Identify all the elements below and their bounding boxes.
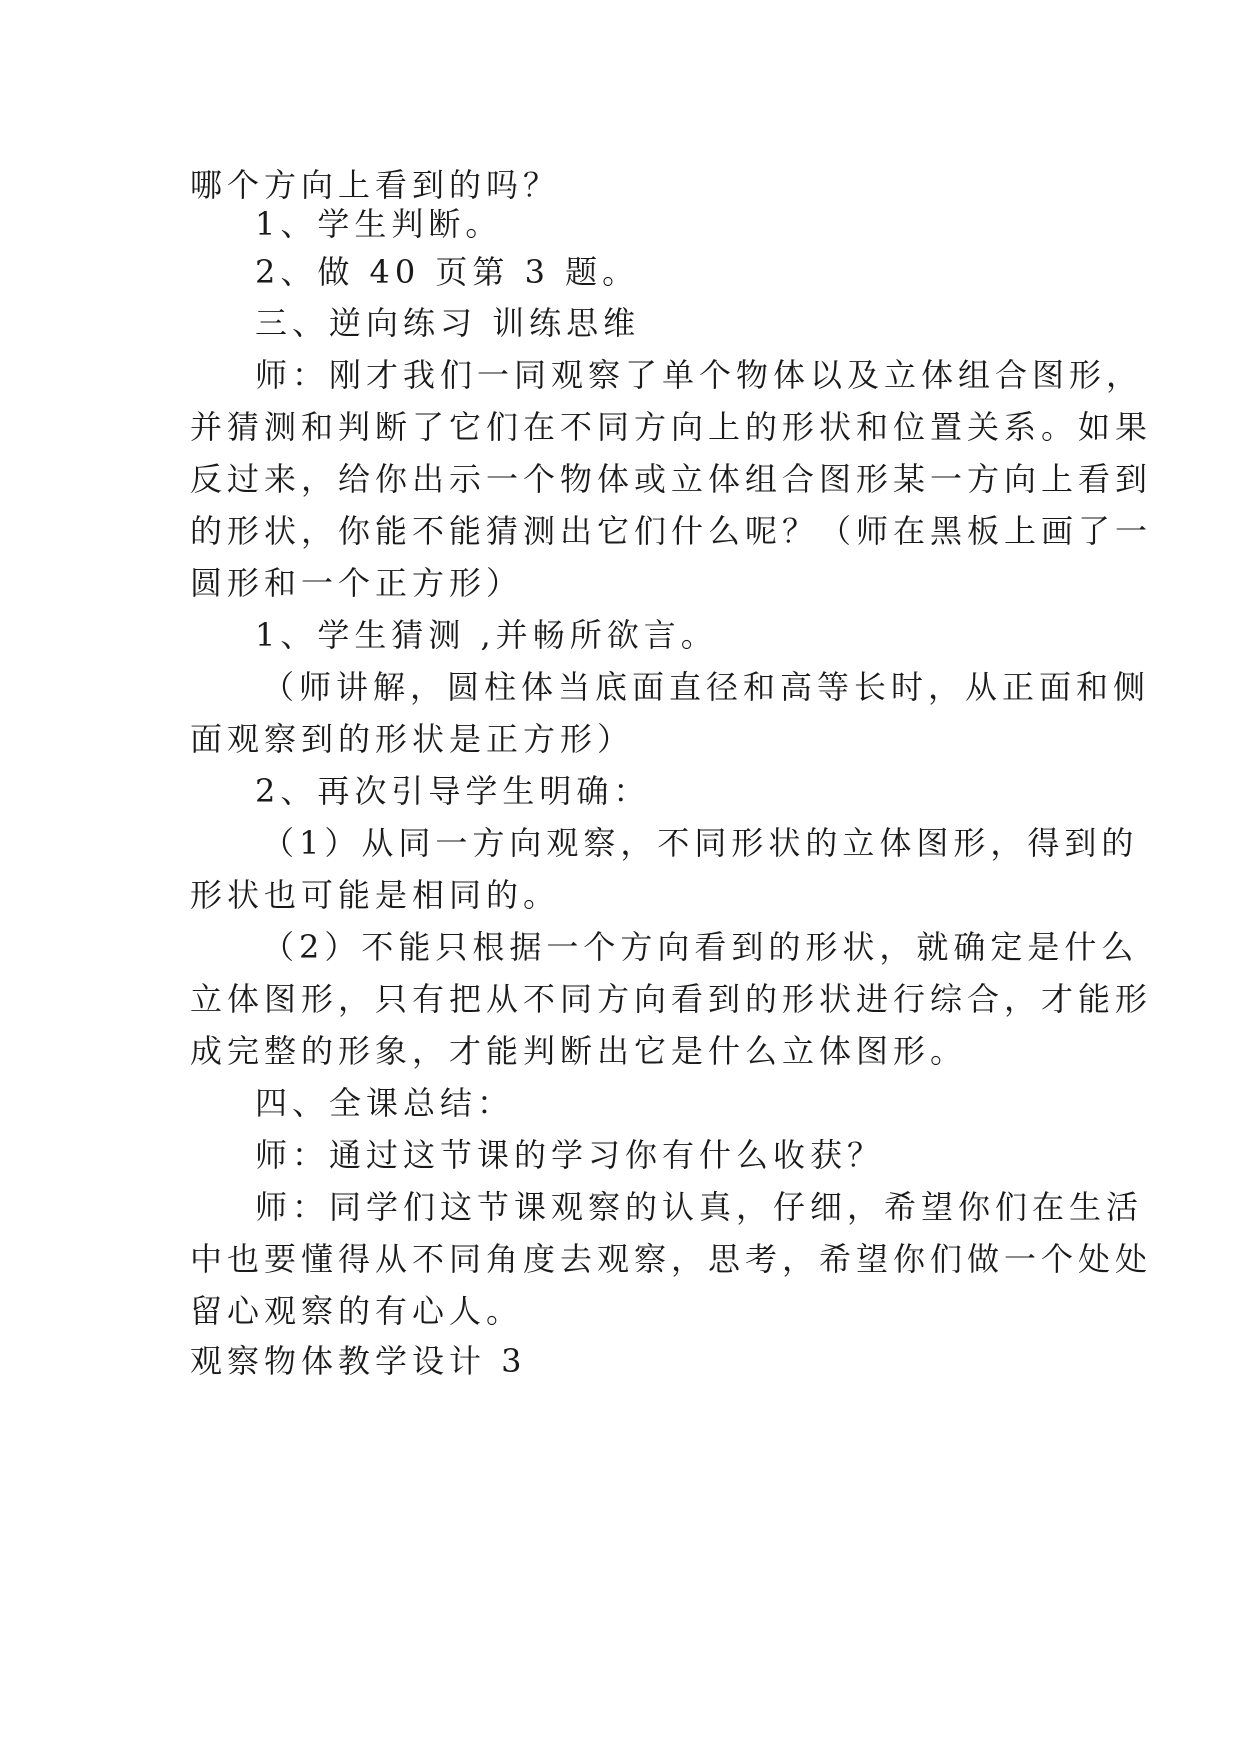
- text-line: 留心观察的有心人。: [190, 1292, 524, 1330]
- text-line: 师：同学们这节课观察的认真，仔细，希望你们在生活: [255, 1188, 1144, 1226]
- text-line: 立体图形，只有把从不同方向看到的形状进行综合，才能形: [190, 980, 1153, 1018]
- text-line: 师：通过这节课的学习你有什么收获？: [255, 1136, 885, 1174]
- text-line: 中也要懂得从不同角度去观察，思考，希望你们做一个处处: [190, 1240, 1153, 1278]
- text-line: 面观察到的形状是正方形）: [190, 720, 635, 758]
- text-line: 圆形和一个正方形）: [190, 564, 524, 602]
- text-line: 并猜测和判断了它们在不同方向上的形状和位置关系。如果: [190, 408, 1153, 446]
- text-line: 1、学生判断。: [255, 205, 503, 243]
- text-line: （1）从同一方向观察，不同形状的立体图形，得到的: [262, 824, 1139, 862]
- text-line: 反过来，给你出示一个物体或立体组合图形某一方向上看到: [190, 460, 1153, 498]
- text-line: 的形状，你能不能猜测出它们什么呢？（师在黑板上画了一: [190, 512, 1153, 550]
- text-line: 形状也可能是相同的。: [190, 876, 561, 914]
- text-line: （师讲解，圆柱体当底面直径和高等长时，从正面和侧: [262, 668, 1151, 706]
- text-line: （2）不能只根据一个方向看到的形状，就确定是什么: [262, 928, 1139, 966]
- document-title: 观察物体教学设计 3: [190, 1342, 527, 1380]
- text-line: 成完整的形象，才能判断出它是什么立体图形。: [190, 1032, 968, 1070]
- text-line: 哪个方向上看到的吗？: [190, 166, 561, 204]
- text-line: 师：刚才我们一同观察了单个物体以及立体组合图形，: [255, 356, 1144, 394]
- text-line: 2、做 40 页第 3 题。: [255, 253, 640, 291]
- section-heading: 三、逆向练习 训练思维: [255, 304, 641, 342]
- section-heading: 四、全课总结：: [255, 1084, 515, 1122]
- text-line: 1、学生猜测 ,并畅所欲言。: [255, 616, 718, 654]
- text-line: 2、再次引导学生明确：: [255, 772, 651, 810]
